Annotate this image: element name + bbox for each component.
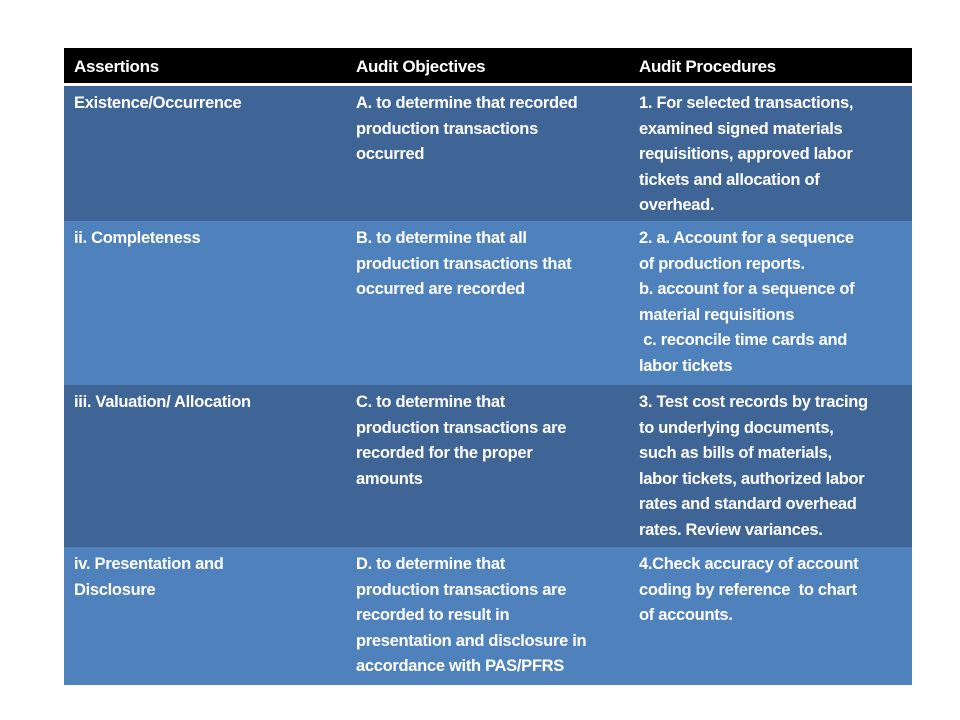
objective-cell: B. to determine that all production transactions that occurred are recorded [356,229,572,298]
header-audit-procedures: Audit Procedures [639,57,776,76]
objective-cell: D. to determine that production transactions are recorded to result in presentation and disclosure in accordance with PAS/PFRS [356,555,587,675]
procedure-cell: 4.Check accuracy of account coding by reference to chart of accounts. [639,555,859,624]
table-row [64,385,912,547]
procedure-cell: 3. Test cost records by tracing to underlying documents, such as bills of materials, labor tickets, authorized labor rates and standard overhead rates. Review variances. [639,393,868,539]
table-row [64,86,912,221]
objective-cell: C. to determine that production transactions are recorded for the proper amounts [356,393,567,488]
table-header-row [64,48,912,86]
procedure-cell: 1. For selected transactions, examined signed materials requisitions, approved labor tickets and allocation of overhead. [639,94,854,214]
assertion-cell: iv. Presentation and Disclosure [74,555,224,599]
audit-table [64,48,912,685]
assertion-cell: iii. Valuation/ Allocation [74,393,251,411]
table-row [64,221,912,385]
procedure-cell: 2. a. Account for a sequence of production reports. b. account for a sequence of material requisitions c. reconcile time cards and labor tickets [639,229,855,375]
header-audit-objectives: Audit Objectives [356,57,486,76]
assertion-cell: ii. Completeness [74,229,201,247]
objective-cell: A. to determine that recorded production transactions occurred [356,94,578,163]
assertion-cell: Existence/Occurrence [74,94,242,112]
header-assertions: Assertions [74,57,159,76]
table-row [64,547,912,685]
